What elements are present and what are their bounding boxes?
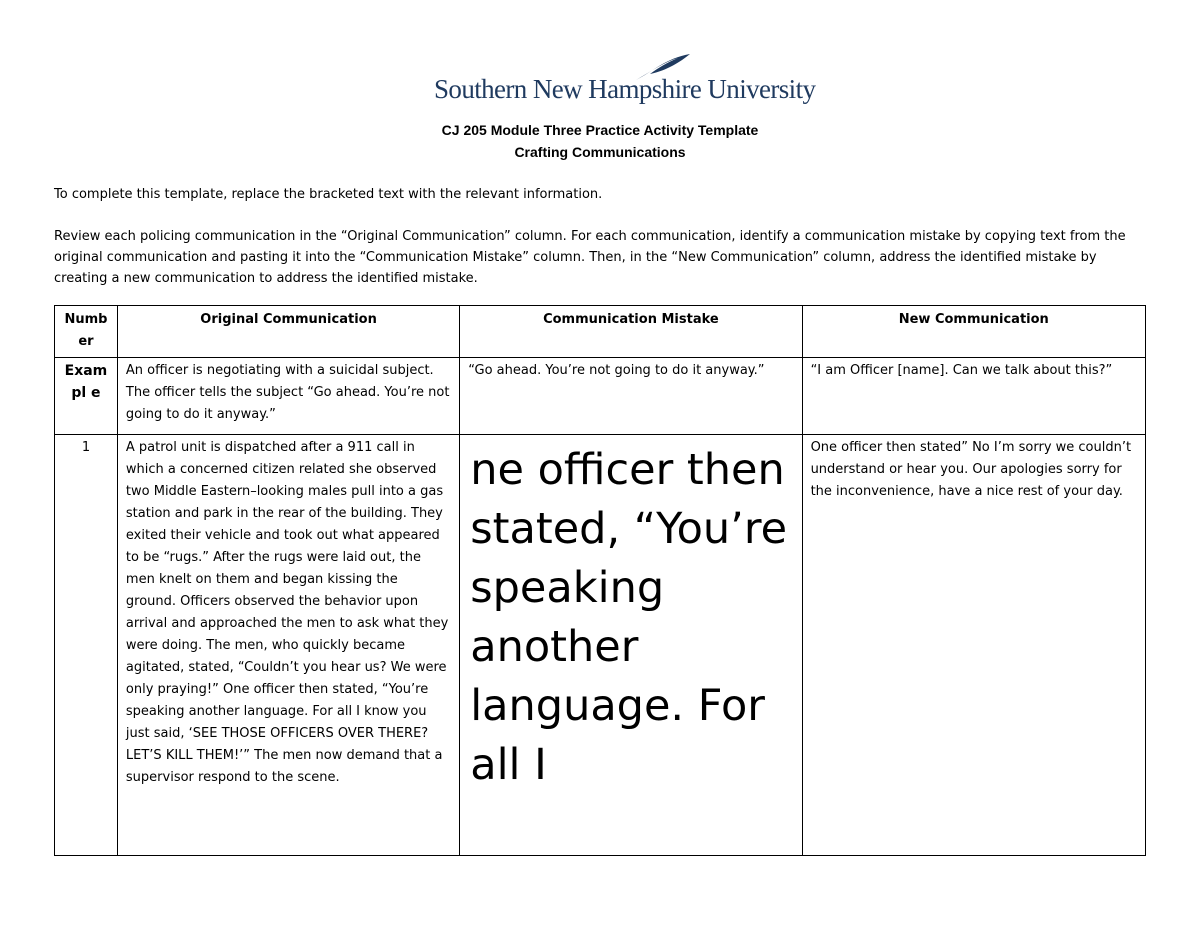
- header-communication-mistake: Communication Mistake: [460, 306, 802, 358]
- header-new-communication: New Communication: [802, 306, 1145, 358]
- page-title: CJ 205 Module Three Practice Activity Template: [441, 122, 759, 138]
- cell-original-communication[interactable]: A patrol unit is dispatched after a 911 call in which a concerned citizen related she observed two Middle Eastern–looking males pull into a gas station and park in the rear of the building. They exited their vehicle and took out what appeared to be “rugs.” After the rugs were laid out, the men knelt on them and began kissing the ground. Officers observed the behavior upon arrival and approached the men to ask what they were doing. The men, who quickly became agitated, stated, “Couldn’t you hear us? We were only praying!” One officer then stated, “You’re speaking another language. For all I know you just said, ‘SEE THOSE OFFICERS OVER THERE? LET’S KILL THEM!’” The men now demand that a supervisor respond to the scene.: [117, 435, 459, 856]
- university-logo: [434, 52, 816, 108]
- cell-communication-mistake[interactable]: “Go ahead. You’re not going to do it anyway.”: [460, 358, 802, 435]
- table-row-example: [55, 358, 1146, 435]
- table-header-row: [55, 306, 1146, 358]
- cell-original-communication[interactable]: An officer is negotiating with a suicidal subject. The officer tells the subject “Go ahead. You’re not going to do it anyway.”: [117, 358, 459, 435]
- cell-new-communication[interactable]: “I am Officer [name]. Can we talk about this?”: [802, 358, 1145, 435]
- table-row-1: [55, 435, 1146, 856]
- communications-table: [54, 305, 1146, 856]
- feather-quill-icon: [634, 52, 694, 82]
- instruction-paragraph-2: Review each policing communication in the “Original Communication” column. For each communication, identify a communication mistake by copying text from the original communication and pasting it into the “Communication Mistake” column. Then, in the “New Communication” column, address the identified mistake by creating a new communication to address the identified mistake.: [54, 229, 1126, 286]
- instruction-paragraph-1: To complete this template, replace the bracketed text with the relevant information.: [54, 187, 603, 202]
- cell-new-communication[interactable]: One officer then stated” No I’m sorry we couldn’t understand or hear you. Our apologies sorry for the inconvenience, have a nice rest of your day.: [802, 435, 1145, 856]
- header-number: Number: [55, 306, 118, 358]
- logo-wordmark: Southern New Hampshire University: [434, 74, 816, 104]
- cell-number: 1: [55, 435, 118, 856]
- cell-communication-mistake[interactable]: ne officer then stated, “You’re speaking another language. For all I: [460, 435, 802, 856]
- header-original-communication: Original Communication: [117, 306, 459, 358]
- page-subtitle: Crafting Communications: [514, 144, 686, 160]
- cell-number: Exampl e: [55, 358, 118, 435]
